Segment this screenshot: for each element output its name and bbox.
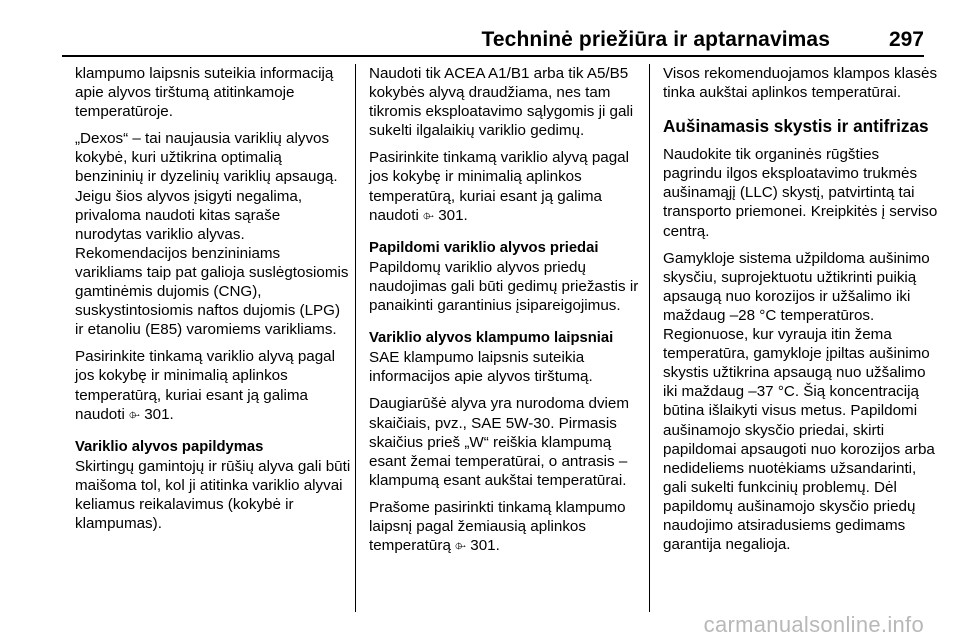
paragraph	[75, 347, 351, 423]
text-column-2	[369, 64, 645, 563]
section-heading-large: Aušinamasis skystis ir antifrizas	[663, 116, 929, 137]
section-heading: Variklio alyvos klampumo laipsniai	[369, 330, 614, 347]
paragraph: Naudokite tik organinės rūgšties pagrindu ilgos eksploatavimo trukmės aušinamąjį (LLC) skystį, patvirtintą tai transporto priemonei. Kreipkitės į serviso centrą.	[663, 146, 938, 240]
watermark: carmanualsonline.info	[703, 612, 924, 637]
paragraph	[369, 148, 645, 224]
paragraph: Skirtingų gamintojų ir rūšių alyva gali būti maišoma tol, kol ji atitinka variklio alyvai keliamus reikalavimus (kokybė ir klampumas).	[75, 457, 351, 533]
paragraph: Naudoti tik ACEA A1/B1 arba tik A5/B5 kokybės alyvą draudžiama, nes tam tikromis eksploatavimo sąlygomis ji gali sukelti ilgalaikių variklio gedimų.	[369, 65, 634, 140]
paragraph-text: Prašome pasirinkti tinkamą klampumo laipsnį pagal žemiausią aplinkos temperatūrą	[369, 498, 626, 555]
page-number: 297	[888, 28, 924, 51]
paragraph-text: Pasirinkite tinkamą variklio alyvą pagal jos kokybę ir minimalią aplinkos temperatūrą, kuriai esant ją galima naudoti	[75, 348, 335, 423]
paragraph: Papildomų variklio alyvos priedų naudojimas gali būti gedimų priežastis ir panaikinti garantinius įsipareigojimus.	[369, 258, 639, 315]
paragraph: SAE klampumo laipsnis suteikia informacijos apie alyvos tirštumą.	[369, 349, 593, 386]
column-divider-2	[649, 64, 650, 612]
header-rule	[62, 55, 924, 57]
text-column-1	[75, 64, 351, 541]
text-column-3	[663, 64, 939, 562]
paragraph: klampumo laipsnis suteikia informaciją apie alyvos tirštumą atitinkamoje temperatūroje.	[75, 65, 334, 121]
paragraph-text: Pasirinkite tinkamą variklio alyvą pagal jos kokybę ir minimalią aplinkos temperatūrą, kuriai esant ją galima naudoti	[369, 149, 629, 224]
section-heading: Variklio alyvos papildymas	[75, 438, 264, 455]
paragraph	[369, 498, 645, 555]
paragraph: „Dexos“ – tai naujausia variklių alyvos kokybė, kuri užtikrina optimalią benzininių ir dyzelinių variklių apsaugą. Jeigu šios alyvos įsigyti negalima, privaloma naudoti kitas sąraše nurodytas variklio alyvas. Rekomendacijos benzininiams varikliams taip pat galioja suslėgtosiomis gamtinėmis dujomis (CNG), suskystintosiomis naftos dujomis (LPG) ir etanoliu (E85) varomiems varikliams.	[75, 130, 349, 339]
paragraph: Gamykloje sistema užpildoma aušinimo skysčiu, suprojektuotu užtikrinti puikią apsaugą nuo korozijos ir užšalimo iki maždaug –28 °C temperatūros. Regionuose, kur vyrauja itin žema temperatūra, gamykloje įpiltas aušinimo skystis užtikrina apsaugą nuo užšalimo iki maždaug –37 °C. Šią koncentraciją būtina išlaikyti visus metus. Papildomi aušinamojo skysčio priedai, skirti papildomai apsaugoti nuo korozijos arba nedideliems nuotėkiams užsandarinti, gali sukelti funkcinių problemų. Dėl papildomų aušinamojo skysčio priedų naudojimo atsiradusiems gedimams garantija negalioja.	[663, 249, 935, 554]
page-reference-link[interactable]: 301.	[144, 405, 174, 423]
section-heading: Papildomi variklio alyvos priedai	[369, 239, 599, 256]
page-reference-link[interactable]: 301.	[438, 206, 468, 224]
page-reference-icon: ⌱	[129, 405, 140, 422]
column-divider-1	[355, 64, 356, 612]
page-title: Techninė priežiūra ir aptarnavimas	[481, 28, 830, 51]
paragraph: Daugiarūšė alyva yra nurodoma dviem skaičiais, pvz., SAE 5W-30. Pirmasis skaičius prieš „W“ reiškia klampumą esant žemai temperatūrai, o antrasis – klampumą esant aukštai temperatūrai.	[369, 395, 630, 489]
page-reference-icon: ⌱	[423, 206, 434, 223]
page-header	[0, 0, 960, 62]
page-reference-icon: ⌱	[455, 537, 467, 554]
paragraph: Visos rekomenduojamos klampos klasės tinka aukštai aplinkos temperatūrai.	[663, 65, 938, 102]
page-reference-link[interactable]: 301.	[470, 537, 500, 555]
